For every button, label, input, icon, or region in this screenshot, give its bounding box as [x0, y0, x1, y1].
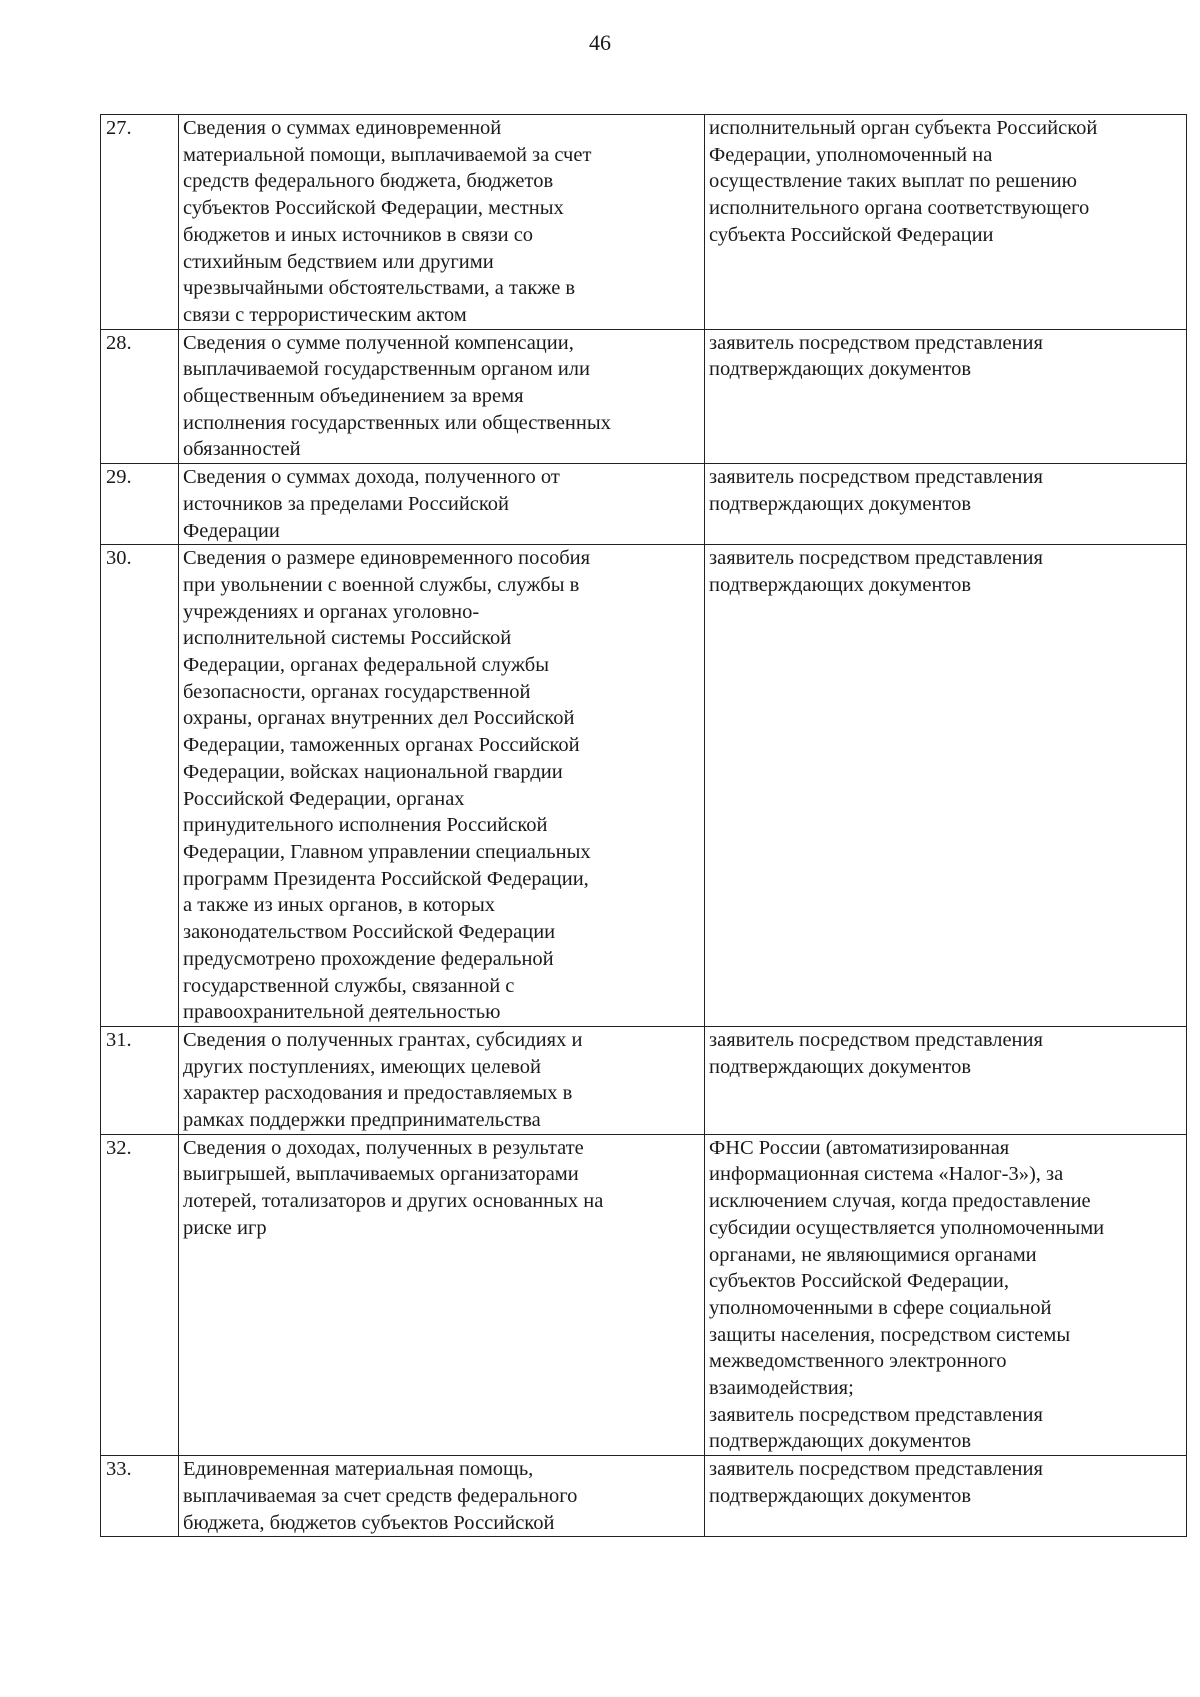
row-number-cell	[101, 1134, 179, 1455]
info-cell	[179, 1134, 705, 1455]
source-text: заявитель посредством представления подтверждающих документов	[709, 1458, 1043, 1507]
row-number: 28.	[106, 331, 132, 354]
info-cell	[179, 329, 705, 464]
row-number: 30.	[106, 547, 132, 570]
table-row	[101, 329, 1187, 464]
info-cell	[179, 1456, 705, 1537]
info-cell	[179, 545, 705, 1027]
table-row	[101, 1026, 1187, 1134]
row-number: 29.	[106, 466, 132, 489]
row-number-cell	[101, 329, 179, 464]
row-number: 27.	[106, 117, 132, 139]
table-row	[101, 464, 1187, 545]
source-text: заявитель посредством представления подтверждающих документов	[709, 331, 1043, 381]
table-row	[101, 1134, 1187, 1455]
table-row	[101, 115, 1187, 330]
source-text: ФНС России (автоматизированная информационная система «Налог-3»), за исключением случая, когда предоставление субсидии осуществляется уполномоченными органами, не являющимися органами субъектов Российской Федерации, уполномоченными в сфере социальной защиты населения, посредством системы межведомственного электронного взаимодействия; заявитель посредством представления подтверждающих документов	[709, 1136, 1105, 1453]
table-row	[101, 1456, 1187, 1537]
row-number-cell	[101, 464, 179, 545]
row-number: 31.	[106, 1028, 132, 1051]
source-cell	[705, 464, 1187, 545]
page-number: 46	[589, 30, 611, 55]
table-row	[101, 545, 1187, 1027]
info-text: Единовременная материальная помощь, выплачиваемая за счет средств федерального бюджета, бюджетов субъектов Российской	[183, 1458, 578, 1534]
source-cell	[705, 1134, 1187, 1455]
row-number-cell	[101, 545, 179, 1027]
info-text: Сведения о полученных грантах, субсидиях и других поступлениях, имеющих целевой характер расходования и предоставляемых в рамках поддержки предпринимательства	[183, 1028, 583, 1132]
row-number: 32.	[106, 1136, 132, 1159]
info-text: Сведения о размере единовременного пособия при увольнении с военной службы, службы в учреждениях и органах уголовно- исполнительной системы Российской Федерации, органах федеральной службы безопасности, органах государственной охраны, органах внутренних дел Российской Федерации, таможенных органах Российской Федерации, войсках национальной гвардии Российской Федерации, органах принудительного исполнения Российской Федерации, Главном управлении специальных программ Президента Российской Федерации, а также из иных органов, в которых законодательством Российской Федерации предусмотрено прохождение федеральной государственной службы, связанной с правоохранительной деятельностью	[183, 547, 591, 1024]
source-text: исполнительный орган субъекта Российской Федерации, уполномоченный на осуществление таких выплат по решению исполнительного органа соответствующего субъекта Российской Федерации	[709, 117, 1098, 246]
source-text: заявитель посредством представления подтверждающих документов	[709, 466, 1043, 515]
row-number-cell	[101, 115, 179, 330]
info-text: Сведения о доходах, полученных в результате выигрышей, выплачиваемых организаторами лотерей, тотализаторов и других основанных на риске игр	[183, 1136, 604, 1239]
source-cell	[705, 545, 1187, 1027]
source-cell	[705, 1456, 1187, 1537]
info-text: Сведения о сумме полученной компенсации, выплачиваемой государственным органом или общественным объединением за время исполнения государственных или общественных обязанностей	[183, 331, 611, 461]
info-text: Сведения о суммах единовременной материальной помощи, выплачиваемой за счет средств федерального бюджета, бюджетов субъектов Российской Федерации, местных бюджетов и иных источников в связи со стихийным бедствием или другими чрезвычайными обстоятельствами, а также в связи с террористическим актом	[183, 117, 592, 326]
row-number: 33.	[106, 1458, 132, 1481]
info-cell	[179, 115, 705, 330]
info-cell	[179, 1026, 705, 1134]
document-table	[100, 114, 1187, 1537]
row-number-cell	[101, 1456, 179, 1537]
source-text: заявитель посредством представления подтверждающих документов	[709, 1028, 1043, 1078]
source-cell	[705, 115, 1187, 330]
source-cell	[705, 329, 1187, 464]
source-text: заявитель посредством представления подтверждающих документов	[709, 547, 1043, 596]
source-cell	[705, 1026, 1187, 1134]
info-cell	[179, 464, 705, 545]
row-number-cell	[101, 1026, 179, 1134]
info-text: Сведения о суммах дохода, полученного от источников за пределами Российской Федерации	[183, 466, 560, 542]
